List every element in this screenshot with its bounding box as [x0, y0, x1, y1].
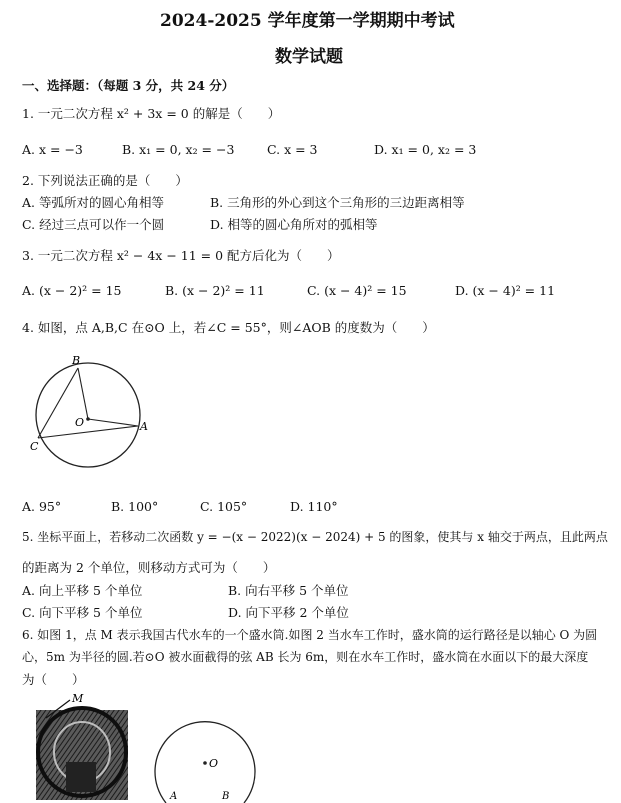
- question-3-option-c: C. (x − 4)² = 15: [307, 283, 407, 298]
- question-4-stem: 4. 如图，点 A,B,C 在⊙O 上，若∠C = 55°，则∠AOB 的度数为（ ）: [22, 320, 435, 335]
- question-1-option-c: C. x = 3: [267, 142, 318, 157]
- question-6-stem-line2: 心，5m 为半径的圆.若⊙O 被水面截得的弦 AB 长为 6m，则在水车工作时，盛水筒在水面以下的最大深度: [22, 650, 589, 664]
- q6-center-dot: [203, 761, 207, 765]
- question-2-option-c: C. 经过三点可以作一个圆: [22, 217, 165, 232]
- q6-label-o: O: [209, 757, 219, 770]
- q4-segment-oa: [88, 419, 138, 426]
- q6-label-a: A: [170, 791, 178, 802]
- question-1-option-d: D. x₁ = 0, x₂ = 3: [374, 142, 477, 157]
- question-2-option-b: B. 三角形的外心到这个三角形的三边距离相等: [210, 195, 465, 210]
- question-2-option-d: D. 相等的圆心角所对的弧相等: [210, 217, 378, 232]
- q4-segment-ca: [38, 426, 138, 438]
- q4-segment-cb: [38, 368, 78, 438]
- question-5-stem-line1: 5. 坐标平面上，若移动二次函数 y = −(x − 2022)(x − 2024) + 5 的图象，使其与 x 轴交于两点，且此两点: [22, 530, 608, 544]
- section-heading: 一、选择题：（每题 3 分，共 24 分）: [22, 78, 235, 93]
- question-1-option-b: B. x₁ = 0, x₂ = −3: [122, 142, 235, 157]
- question-4-option-a: A. 95°: [22, 499, 62, 514]
- question-2-stem: 2. 下列说法正确的是（ ）: [22, 173, 188, 188]
- question-4-option-c: C. 105°: [200, 499, 248, 514]
- question-3-stem: 3. 一元二次方程 x² − 4x − 11 = 0 配方后化为（ ）: [22, 248, 340, 263]
- question-4-option-b: B. 100°: [111, 499, 159, 514]
- question-6-figure-2: [150, 708, 260, 803]
- q4-label-c: C: [30, 440, 39, 453]
- q4-center-dot: [86, 417, 90, 421]
- q4-label-b: B: [72, 354, 81, 367]
- question-6-figure-1: [30, 690, 130, 800]
- question-5-option-c: C. 向下平移 5 个单位: [22, 605, 143, 620]
- question-5-option-b: B. 向右平移 5 个单位: [228, 583, 349, 598]
- q4-segment-ob: [78, 368, 88, 419]
- question-3-option-d: D. (x − 4)² = 11: [455, 283, 556, 298]
- question-5-option-d: D. 向下平移 2 个单位: [228, 605, 349, 620]
- question-1-stem: 1. 一元二次方程 x² + 3x = 0 的解是（ ）: [22, 106, 281, 121]
- question-4-option-d: D. 110°: [290, 499, 338, 514]
- question-5-option-a: A. 向上平移 5 个单位: [22, 583, 143, 598]
- question-6-stem-line1: 6. 如图 1，点 M 表示我国古代水车的一个盛水筒.如图 2 当水车工作时，盛水筒的运行路径是以轴心 O 为圆: [22, 628, 598, 642]
- question-5-stem-line2: 的距离为 2 个单位，则移动方式可为（ ）: [22, 560, 276, 575]
- q6-label-b: B: [222, 791, 230, 802]
- question-3-option-a: A. (x − 2)² = 15: [22, 283, 122, 298]
- question-3-option-b: B. (x − 2)² = 11: [165, 283, 265, 298]
- page-subtitle: 数学试题: [275, 47, 343, 67]
- q6-label-m: M: [72, 692, 84, 705]
- question-2-option-a: A. 等弧所对的圆心角相等: [22, 195, 164, 210]
- question-6-stem-line3: 为（ ）: [22, 672, 85, 687]
- question-4-figure: [28, 350, 163, 485]
- page-title: 2024-2025 学年度第一学期期中考试: [160, 11, 455, 31]
- question-1-option-a: A. x = −3: [22, 142, 83, 157]
- q4-label-a: A: [140, 420, 148, 433]
- q4-label-o: O: [75, 416, 85, 429]
